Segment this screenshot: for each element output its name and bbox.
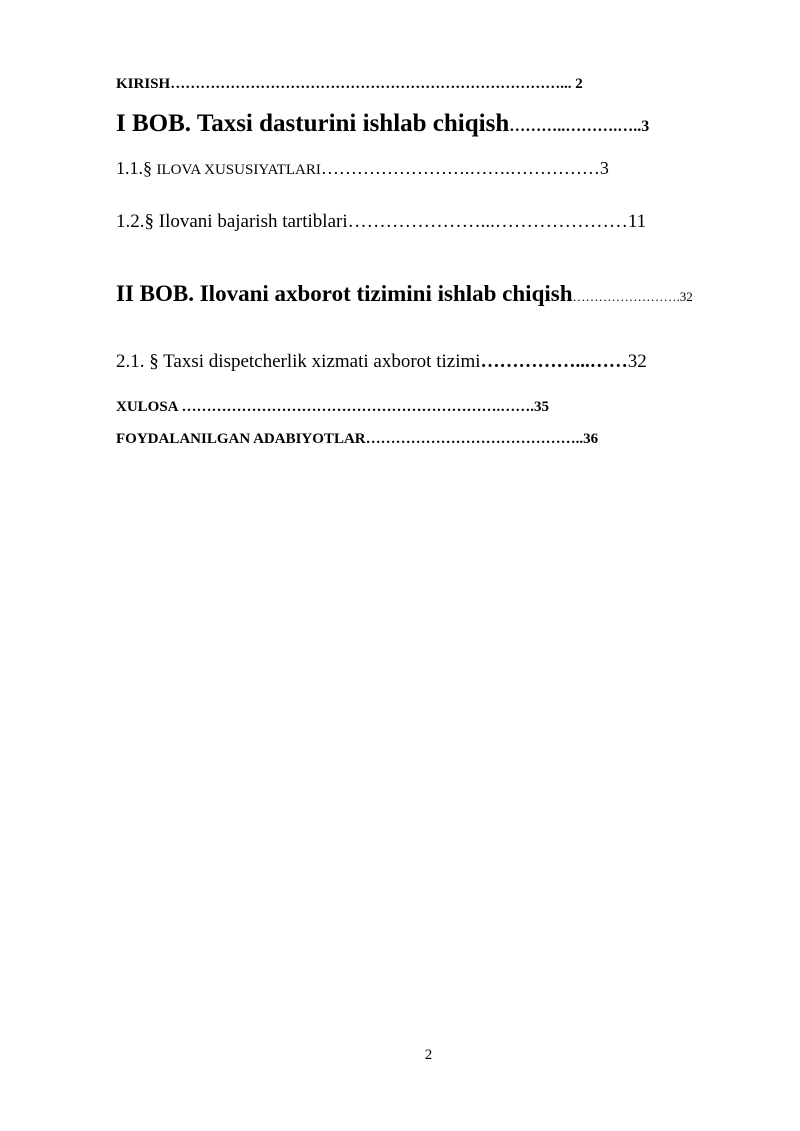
toc-entry-chapter-2 bbox=[116, 281, 693, 307]
toc-title: KIRISH bbox=[116, 76, 171, 92]
toc-dots: …………………………………….. bbox=[365, 431, 584, 447]
toc-entry-section-1-1 bbox=[116, 158, 609, 179]
toc-entry-xulosa bbox=[116, 399, 549, 416]
page-number: 2 bbox=[424, 1047, 433, 1063]
toc-title: ILOVA XUSUSIYATLARI bbox=[156, 162, 321, 178]
toc-entry-chapter-1 bbox=[116, 110, 649, 138]
toc-page: 3 bbox=[641, 118, 650, 135]
toc-section-number: 1.1.§ bbox=[116, 158, 157, 178]
toc-page: 36 bbox=[583, 431, 599, 447]
toc-dots: ………..……….….. bbox=[509, 118, 642, 135]
toc-page: 32 bbox=[627, 351, 647, 372]
toc-page: 2 bbox=[575, 76, 583, 92]
toc-entry-adabiyotlar bbox=[116, 431, 598, 448]
toc-entry-section-2-1 bbox=[116, 351, 647, 373]
toc-dots: ……………...…… bbox=[480, 351, 628, 372]
toc-page: 3 bbox=[599, 158, 609, 178]
toc-dots: ……………………. bbox=[572, 289, 680, 304]
toc-dots: ……………………………………………………….……. bbox=[181, 399, 534, 415]
toc-page: 32 bbox=[679, 289, 693, 304]
toc-dots: ……………………………………………………………………... bbox=[170, 76, 572, 92]
toc-entry-kirish bbox=[116, 76, 583, 93]
toc-page: 35 bbox=[533, 399, 549, 415]
toc-title: XULOSA bbox=[116, 399, 182, 415]
toc-dots: …………………….…….…………… bbox=[320, 158, 600, 178]
toc-title: I BOB. Taxsi dasturini ishlab chiqish bbox=[116, 110, 510, 137]
toc-dots: …………………...………………… bbox=[347, 211, 628, 232]
toc-entry-section-1-2 bbox=[116, 211, 646, 233]
toc-title: 1.2.§ Ilovani bajarish tartiblari bbox=[116, 211, 348, 232]
toc-page: 11 bbox=[627, 211, 647, 232]
toc-title: 2.1. § Taxsi dispetcherlik xizmati axborot tizimi bbox=[116, 351, 481, 372]
toc-title: II BOB. Ilovani axborot tizimini ishlab chiqish bbox=[116, 281, 573, 306]
toc-title: FOYDALANILGAN ADABIYOTLAR bbox=[116, 431, 366, 447]
